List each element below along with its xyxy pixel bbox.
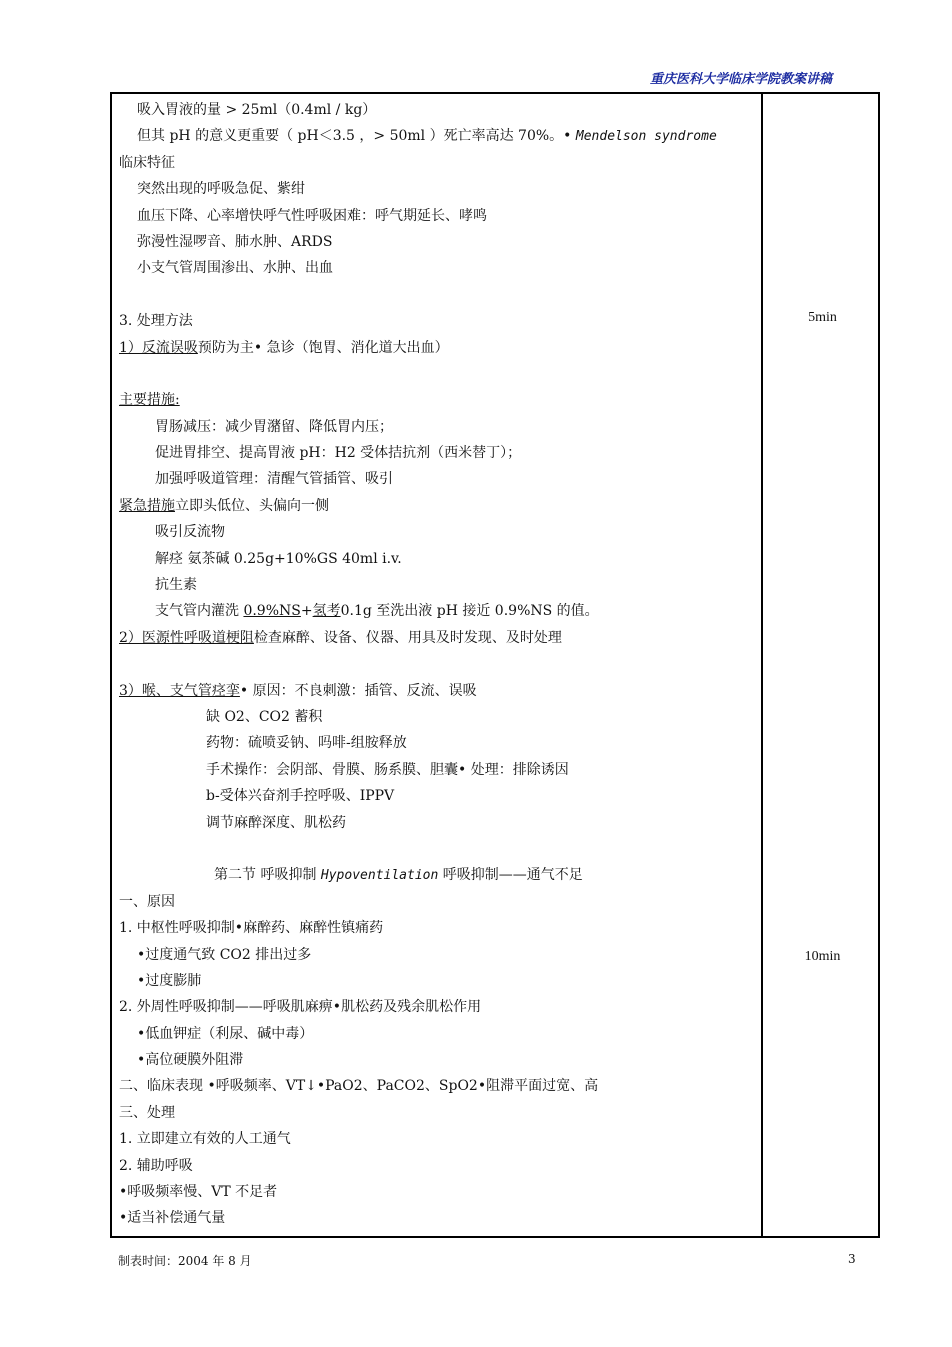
text-line: 1. 中枢性呼吸抑制•麻醉药、麻醉性镇痛药 <box>119 920 384 937</box>
underlined-heading: 3）喉、支气管痉挛 <box>119 682 240 699</box>
text-line: •低血钾症（利尿、碱中毒） <box>137 1025 314 1042</box>
text-span: 预防为主• 急诊（饱胃、消化道大出血） <box>197 339 449 356</box>
text-line: 抗生素 <box>155 577 197 594</box>
text-span: 呼吸抑制——通气不足 <box>438 867 583 884</box>
text-line: 缺 O2、CO2 蓄积 <box>206 708 323 725</box>
footer-date: 制表时间：2004 年 8 月 <box>118 1254 252 1268</box>
text-line <box>119 625 759 651</box>
text-line <box>119 123 759 149</box>
text-line: 吸引反流物 <box>155 524 225 541</box>
section-title <box>119 862 759 888</box>
blank-line <box>119 651 759 677</box>
lecture-table <box>110 92 880 1238</box>
time-allocation: 5min <box>808 310 837 325</box>
text-span: 第二节 呼吸抑制 <box>214 867 321 884</box>
text-line: •过度通气致 CO2 排出过多 <box>137 946 312 963</box>
text-line: 血压下降、心率增快呼气性呼吸困难：呼气期延长、哮鸣 <box>137 207 487 224</box>
page-number: 3 <box>848 1252 856 1266</box>
text-line: 临床特征 <box>119 154 175 171</box>
text-line: 解痉 氨茶碱 0.25g+10%GS 40ml i.v. <box>155 550 402 567</box>
column-divider <box>761 94 763 1236</box>
text-line: 三、处理 <box>119 1104 175 1121</box>
underlined-heading: 1）反流误吸 <box>119 339 198 356</box>
text-span: 支气管内灌洗 <box>155 603 244 620</box>
text-line: 一、原因 <box>119 893 175 910</box>
text-line: 1. 立即建立有效的人工通气 <box>119 1131 291 1148</box>
term-italic: Mendelson syndrome <box>575 129 717 145</box>
text-line: 突然出现的呼吸急促、紫绀 <box>137 181 305 198</box>
text-line <box>119 335 759 361</box>
text-line: 二、临床表现 •呼吸频率、VT↓•PaO2、PaCO2、SpO2•阻滞平面过宽、高 <box>119 1078 599 1095</box>
text-line: 促进胃排空、提高胃液 pH：H2 受体拮抗剂（西米替丁）； <box>155 445 522 462</box>
text-line: 手术操作：会阴部、骨膜、肠系膜、胆囊• 处理：排除诱因 <box>206 761 569 778</box>
text-line: 小支气管周围渗出、水肿、出血 <box>137 260 333 277</box>
lecture-content <box>119 97 759 1232</box>
text-line: 弥漫性湿啰音、肺水肿、ARDS <box>137 233 333 250</box>
text-line: •过度膨肺 <box>137 972 202 989</box>
underlined-term: 0.9%NS <box>243 603 301 620</box>
text-line <box>119 678 759 704</box>
section-heading: 3. 处理方法 <box>119 313 193 330</box>
text-line: b-受体兴奋剂手控呼吸、IPPV <box>206 788 395 805</box>
text-line: 加强呼吸道管理：清醒气管插管、吸引 <box>155 471 393 488</box>
blank-line <box>119 836 759 862</box>
underlined-heading: 主要措施: <box>119 392 180 409</box>
underlined-heading: 2）医源性呼吸道梗阻 <box>119 629 254 646</box>
text-line <box>119 598 759 624</box>
page-header: 重庆医科大学临床学院教案讲稿 <box>650 72 833 87</box>
underlined-term: 氢考 <box>312 603 341 620</box>
time-allocation: 10min <box>804 949 841 964</box>
blank-line <box>119 282 759 308</box>
blank-line <box>119 361 759 387</box>
text-span: + <box>300 603 313 620</box>
text-line <box>119 387 759 413</box>
underlined-heading: 紧急措施 <box>119 497 175 514</box>
text-line: •高位硬膜外阻滞 <box>137 1052 244 1069</box>
text-span: 立即头低位、头偏向一侧 <box>175 497 329 514</box>
text-span: 检查麻醉、设备、仪器、用具及时发现、及时处理 <box>253 629 562 646</box>
text-line: •适当补偿通气量 <box>119 1210 226 1227</box>
text-span: • 原因：不良刺激：插管、反流、误吸 <box>239 682 477 699</box>
text-line <box>119 493 759 519</box>
term-italic: Hypoventilation <box>320 868 439 884</box>
text-line: 2. 辅助呼吸 <box>119 1157 193 1174</box>
text-line: •呼吸频率慢、VT 不足者 <box>119 1184 278 1201</box>
text-line: 吸入胃液的量 > 25ml（0.4ml / kg） <box>137 102 377 118</box>
text-line: 调节麻醉深度、肌松药 <box>206 814 346 831</box>
text-span: 但其 pH 的意义更重要（ pH＜3.5 ，> 50ml ）死亡率高达 70%。• <box>137 128 576 145</box>
text-line: 胃肠减压：减少胃潴留、降低胃内压； <box>155 418 393 435</box>
text-line: 药物：硫喷妥钠、吗啡-组胺释放 <box>206 735 407 752</box>
text-span: 0.1g 至洗出液 pH 接近 0.9%NS 的值。 <box>340 603 599 620</box>
text-line: 2. 外周性呼吸抑制——呼吸肌麻痹•肌松药及残余肌松作用 <box>119 999 482 1016</box>
